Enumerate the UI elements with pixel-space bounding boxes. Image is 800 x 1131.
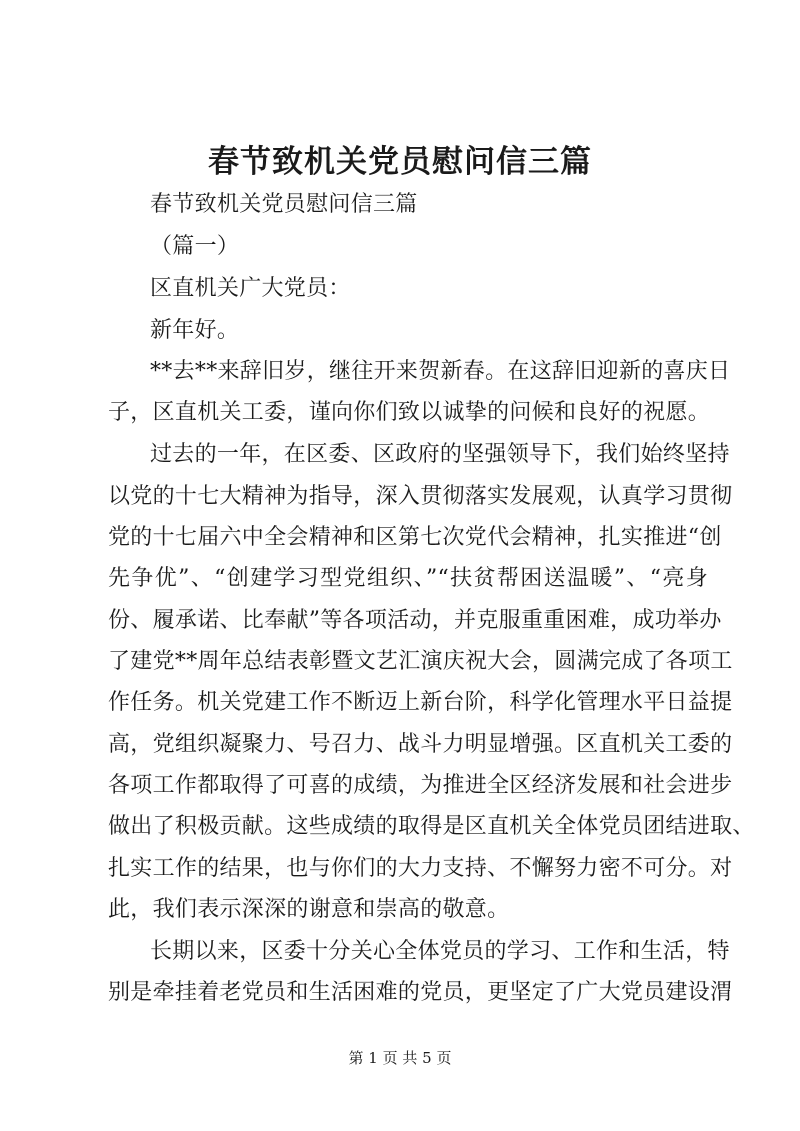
paragraph-line: 份、履承诺、比奉献”等各项活动，并克服重重困难，成功举办	[108, 608, 722, 633]
paragraph-line: 先争优”、“创建学习型党组织、”“扶贫帮困送温暖”、“亮身	[108, 566, 708, 591]
paragraph-line: 以党的十七大精神为指导，深入贯彻落实发展观，认真学习贯彻	[108, 484, 733, 509]
paragraph-line: 长期以来，区委十分关心全体党员的学习、工作和生活，特	[150, 939, 730, 964]
paragraph-line: 过去的一年，在区委、区政府的坚强领导下，我们始终坚持	[150, 442, 730, 467]
paragraph-line: 做出了积极贡献。这些成绩的取得是区直机关全体党员团结进取、	[108, 814, 755, 839]
paragraph-line: 扎实工作的结果，也与你们的大力支持、不懈努力密不可分。对	[108, 856, 733, 881]
paragraph-line: 高，党组织凝聚力、号召力、战斗力明显增强。区直机关工委的	[108, 732, 733, 757]
paragraph-line: 作任务。机关党建工作不断迈上新台阶，科学化管理水平日益提	[108, 690, 733, 715]
paragraph-line: 各项工作都取得了可喜的成绩，为推进全区经济发展和社会进步	[108, 773, 733, 798]
section-heading: （篇一）	[150, 234, 240, 259]
paragraph-line: 党的十七届六中全会精神和区第七次党代会精神，扎实推进“创	[108, 525, 722, 550]
page-footer: 第 1 页 共 5 页	[348, 1049, 452, 1067]
paragraph-line: 子，区直机关工委，谨向你们致以诚挚的问候和良好的祝愿。	[108, 400, 711, 425]
salutation: 区直机关广大党员：	[150, 276, 351, 301]
subtitle-line: 春节致机关党员慰问信三篇	[150, 192, 418, 217]
paragraph-line: 别是牵挂着老党员和生活困难的党员，更坚定了广大党员建设渭	[108, 980, 733, 1005]
paragraph-line: **去**来辞旧岁，继往开来贺新春。在这辞旧迎新的喜庆日	[150, 359, 731, 384]
paragraph-line: 了建党**周年总结表彰暨文艺汇演庆祝大会，圆满完成了各项工	[108, 649, 733, 674]
greeting: 新年好。	[150, 318, 240, 343]
paragraph-line: 此，我们表示深深的谢意和崇高的敬意。	[108, 897, 510, 922]
document-title: 春节致机关党员慰问信三篇	[208, 144, 592, 180]
